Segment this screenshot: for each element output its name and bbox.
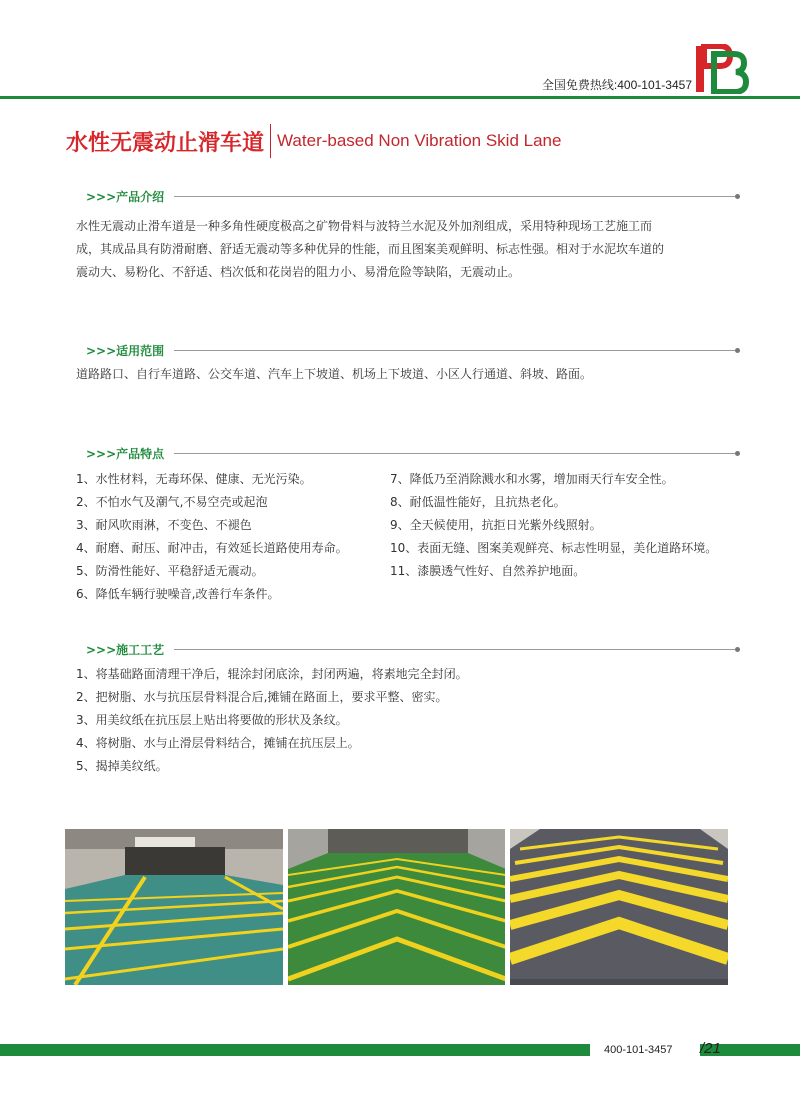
process-step: 4、将树脂、水与止滑层骨料结合，摊铺在抗压层上。 (76, 736, 360, 750)
process-steps (76, 663, 468, 778)
header-rule (0, 96, 800, 99)
feature-item: 3、耐风吹雨淋，不变色、不褪色 (76, 518, 252, 532)
feature-item: 7、降低乃至消除溅水和水雾，增加雨天行车安全性。 (390, 472, 674, 486)
intro-paragraph (76, 215, 726, 284)
ramp-photo-green (288, 829, 506, 985)
section-rule (174, 453, 735, 454)
section-heading: >>>施工工艺 (86, 643, 165, 657)
scope-text: 道路路口、自行车道路、公交车道、汽车上下坡道、机场上下坡道、小区人行通道、斜坡、路面。 (76, 367, 593, 381)
footer-phone: 400-101-3457 (604, 1044, 673, 1056)
features-list-right (390, 468, 717, 583)
process-step: 5、揭掉美纹纸。 (76, 759, 168, 773)
process-step: 3、用美纹纸在抗压层上贴出将要做的形状及条纹。 (76, 713, 348, 727)
process-step: 2、把树脂、水与抗压层骨料混合后,摊铺在路面上，要求平整、密实。 (76, 690, 448, 704)
brand-logo (694, 44, 750, 94)
section-header-intro (86, 188, 740, 205)
section-header-scope (86, 342, 740, 359)
page-title (66, 124, 561, 158)
intro-line: 水性无震动止滑车道是一种多角性硬度极高之矿物骨料与波特兰水泥及外加剂组成，采用特种现场工艺施工而 (76, 219, 653, 233)
page-number: /21 (700, 1040, 721, 1057)
feature-item: 11、漆膜透气性好、自然养护地面。 (390, 564, 586, 578)
section-rule (174, 196, 735, 197)
feature-item: 9、全天候使用，抗拒日光紫外线照射。 (390, 518, 602, 532)
feature-item: 5、防滑性能好、平稳舒适无震动。 (76, 564, 264, 578)
rule-end-dot (735, 647, 740, 652)
rule-end-dot (735, 194, 740, 199)
ramp-photo-gray (510, 829, 728, 985)
hotline-text: 全国免费热线:400-101-3457 (541, 78, 692, 92)
title-english: Water-based Non Vibration Skid Lane (277, 131, 562, 150)
section-header-features (86, 445, 740, 462)
feature-item: 10、表面无缝、图案美观鲜亮、标志性明显，美化道路环境。 (390, 541, 718, 555)
feature-item: 8、耐低温性能好，且抗热老化。 (390, 495, 566, 509)
section-rule (174, 350, 735, 351)
intro-line: 成，其成品具有防滑耐磨、舒适无震动等多种优异的性能，而且图案美观鲜明、标志性强。相对于水泥坎车道的 (76, 242, 665, 256)
ramp-photo-entrance (65, 829, 283, 985)
section-header-process (86, 641, 740, 658)
photo-strip (65, 829, 728, 985)
rule-end-dot (735, 348, 740, 353)
feature-item: 4、耐磨、耐压、耐冲击，有效延长道路使用寿命。 (76, 541, 348, 555)
process-step: 1、将基础路面清理干净后，辊涂封闭底涂，封闭两遍，将素地完全封闭。 (76, 667, 468, 681)
intro-line: 震动大、易粉化、不舒适、档次低和花岗岩的阻力小、易滑危险等缺陷，无震动止。 (76, 265, 521, 279)
feature-item: 6、降低车辆行驶噪音,改善行车条件。 (76, 587, 280, 601)
title-divider (270, 124, 271, 158)
section-heading: >>>产品特点 (86, 447, 165, 461)
section-rule (174, 649, 735, 650)
section-heading: >>>产品介绍 (86, 190, 165, 204)
title-chinese: 水性无震动止滑车道 (66, 130, 265, 156)
feature-item: 2、不怕水气及潮气,不易空壳或起泡 (76, 495, 268, 509)
section-heading: >>>适用范围 (86, 344, 165, 358)
features-list-left (76, 468, 348, 606)
rule-end-dot (735, 451, 740, 456)
feature-item: 1、水性材料，无毒环保、健康、无光污染。 (76, 472, 312, 486)
